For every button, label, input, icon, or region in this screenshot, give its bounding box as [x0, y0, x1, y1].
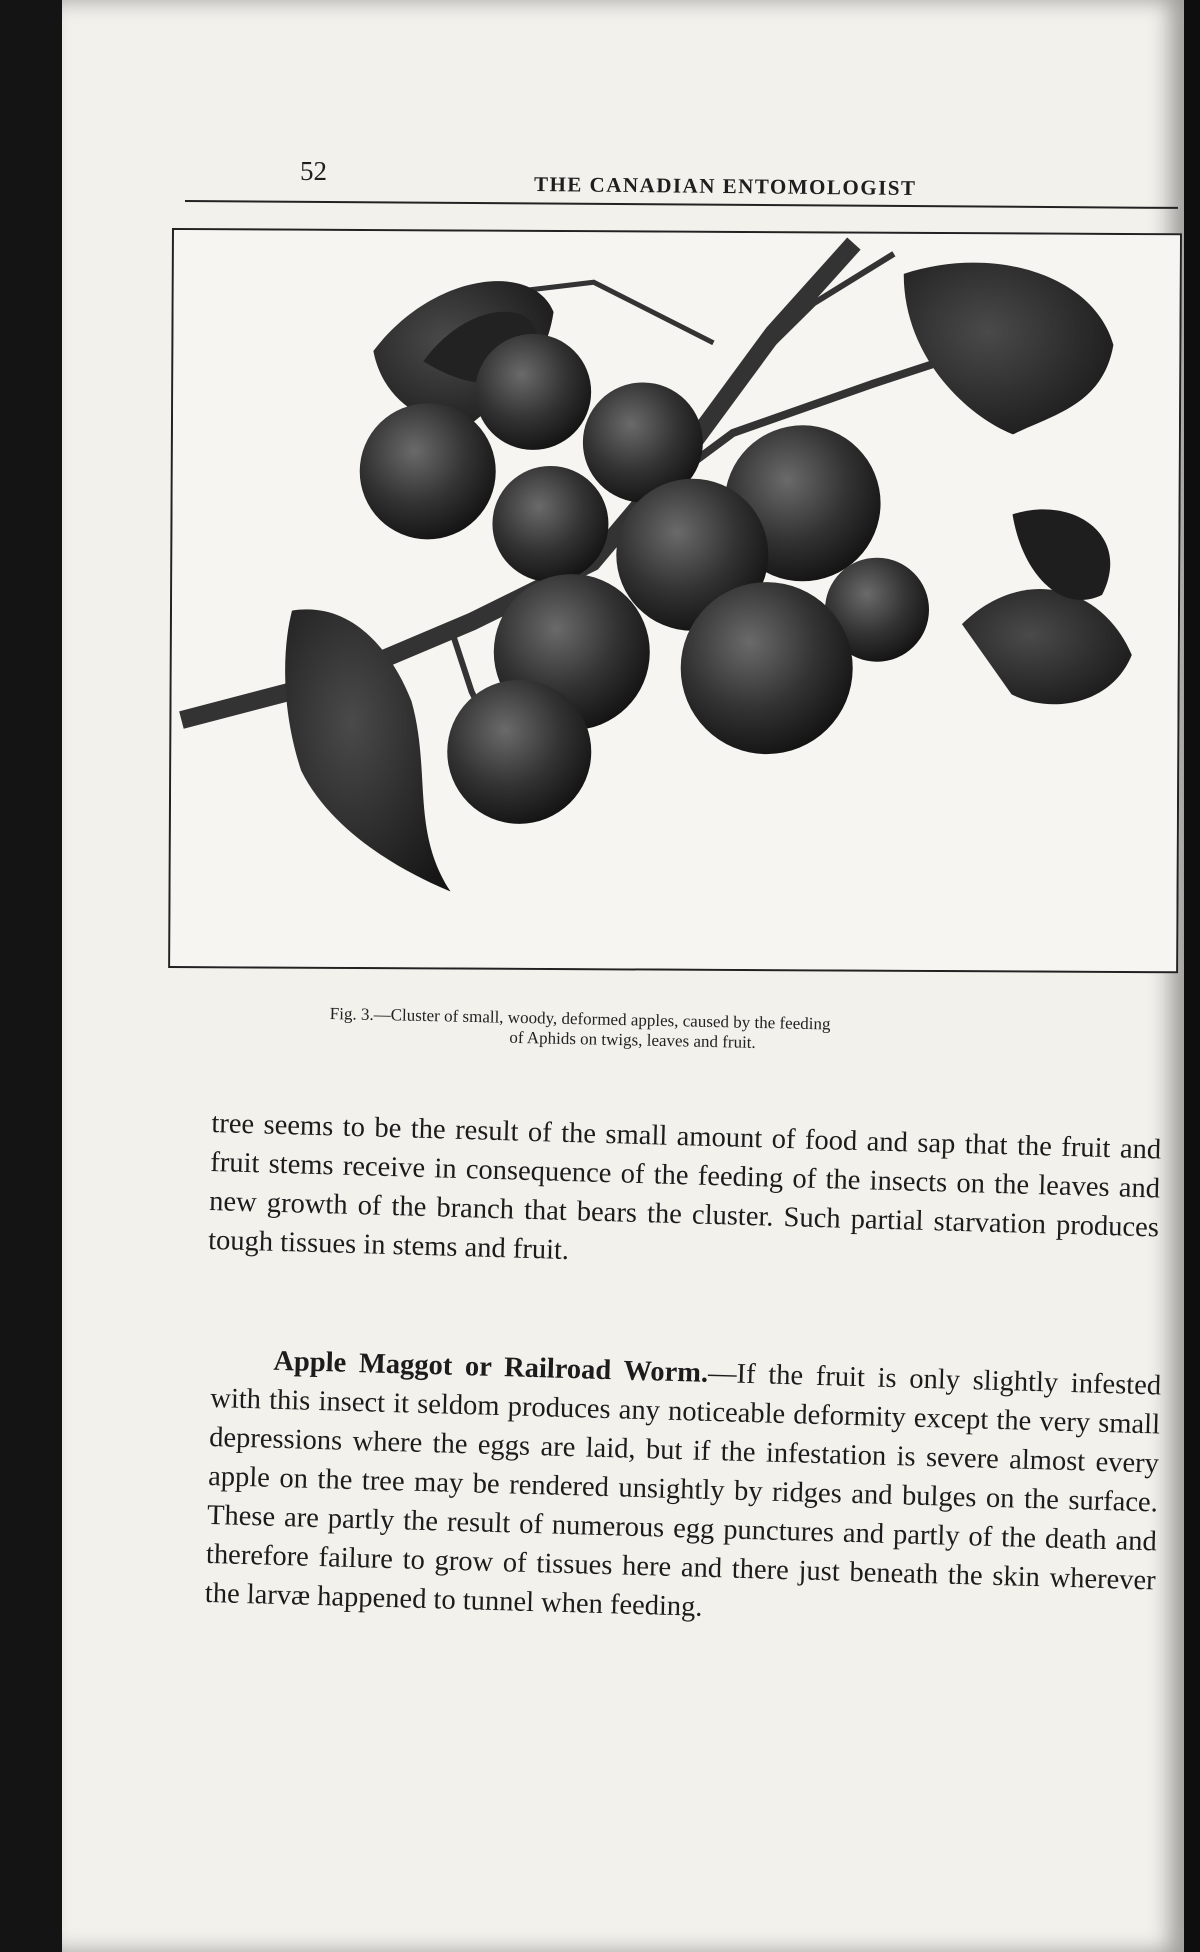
- caption-line-1: Fig. 3.—Cluster of small, woody, deformed apples, caused by the feeding: [329, 1004, 831, 1034]
- caption-line-2: of Aphids on twigs, leaves and fruit.: [509, 1027, 756, 1052]
- apple-cluster-photo: [170, 230, 1180, 971]
- paragraph-1: tree seems to be the result of the small amount of food and sap that the fruit and fruit stems receive in consequence of the feeding of the insects on the leaves and new growth of the branch that bears the cluster. Such partial starvation produces tough tissues in stems and fruit.: [207, 1107, 1162, 1267]
- page-number: 52: [300, 156, 327, 186]
- section-heading: Apple Maggot or Railroad Worm.: [272, 1345, 709, 1389]
- paragraph-2: [204, 1340, 1161, 1639]
- running-head: THE CANADIAN ENTOMOLOGIST: [533, 171, 917, 201]
- scan-edge: [1184, 0, 1200, 1952]
- paragraph-2-text: —If the fruit is only slightly infested with this insect it seldom produces any noticeable deformity except the very small depressions where the eggs are laid, but if the infestation is severe almost every apple on the tree may be rendered unsightly by ridges and bulges on the surface. These are partly the result of numerous egg punctures and partly of the death and therefore failure to grow of tissues here and there just beneath the skin wherever the larvæ happened to tunnel when feeding.: [204, 1357, 1162, 1623]
- figure-photo: [168, 228, 1182, 973]
